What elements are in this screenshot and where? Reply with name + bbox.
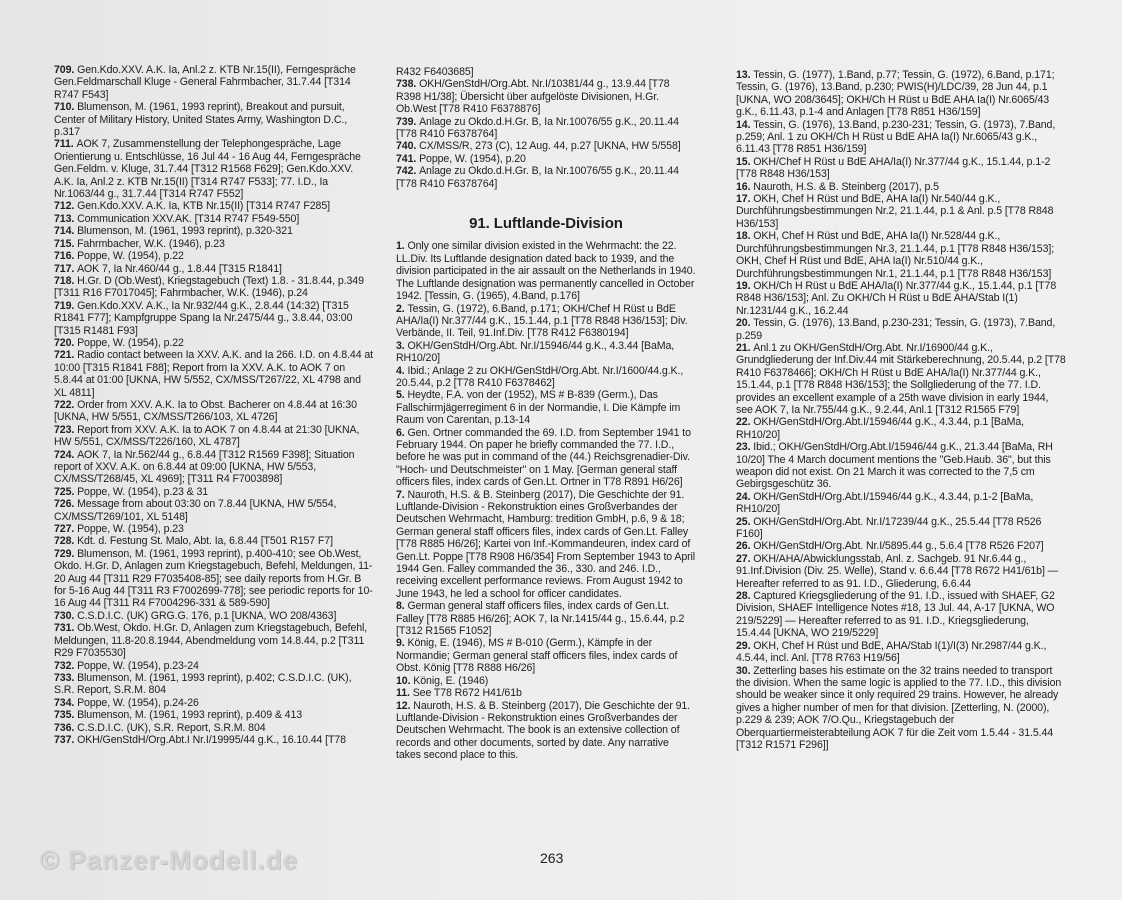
endnote-number: 29. (736, 639, 754, 652)
endnote-number: 731. (54, 622, 78, 635)
notes-section-91 (396, 240, 696, 761)
endnote-number: 27. (736, 552, 754, 565)
endnote-number: 715. (54, 237, 78, 250)
endnote-text: C.S.D.I.C. (UK) GRG.G. 176, p.1 [UKNA, WO 208/4363] (77, 609, 337, 622)
endnote-text: OKH/GenStdH/Org.Abt. Nr.I/5895.44 g., 5.6.4 [T78 R526 F207] (753, 540, 1044, 553)
endnote (54, 213, 374, 225)
endnote (54, 660, 374, 672)
endnote-text: CX/MSS/R, 273 (C), 12 Aug. 44, p.27 [UKNA, HW 5/558] (419, 140, 681, 153)
endnote-text: OKH, Chef H Rüst und BdE, AHA Ia(I) Nr.540/44 g.K., Durchführungsbestimmungen Nr.2, 21.1.44, p.1 & Anl. p.5 [T78 R848 H36/153] (736, 193, 1054, 230)
endnote-text: Zetterling bases his estimate on the 32 trains needed to transport the division. When the same logic is applied to the 77. I.D., this division should be weaker since it only required 29 trains. However, he already gives a higher number of men for that division. [Zetterling, N. (2000), p.229 & 239; AOK 7/O.Qu., Kriegstagebuch der Oberquartiermeisterabteilung AOK 7 für die Zeit vom 1.5.44 - 31.5.44 [T312 R1571 F296]] (736, 664, 1062, 751)
endnote-text: Nauroth, H.S. & B. Steinberg (2017), p.5 (753, 180, 939, 193)
endnote (736, 553, 1066, 590)
endnote (54, 610, 374, 622)
endnote (736, 156, 1066, 181)
endnote (396, 240, 696, 302)
endnote-text: OKH/Chef H Rüst u BdE AHA/Ia(I) Nr.377/44 g.K., 15.1.44, p.1-2 [T78 R848 H36/153] (736, 155, 1051, 181)
endnote-number: 735. (54, 709, 78, 722)
endnote-number: 726. (54, 498, 78, 511)
endnote (396, 303, 696, 340)
endnote (396, 700, 696, 762)
endnote (736, 317, 1066, 342)
endnote-text: König, E. (1946) (413, 674, 489, 687)
endnote-number: 734. (54, 696, 78, 709)
endnote (736, 119, 1066, 156)
endnote (54, 275, 374, 300)
endnote (736, 491, 1066, 516)
endnote (54, 225, 374, 237)
endnote-text: Tessin, G. (1976), 13.Band, p.230-231; Tessin, G. (1973), 7.Band, p.259 (736, 317, 1056, 342)
endnote-number: 8. (396, 600, 408, 613)
endnote-number: 28. (736, 590, 754, 603)
endnote-text: Tessin, G. (1977), 1.Band, p.77; Tessin, G. (1972), 6.Band, p.171; Tessin, G. (1976), 13.Band, p.230; PWIS(H)/LDC/39, 28 Jun 44, p.1 [UKNA, WO 208/3645]; OKH/Ch H Rüst u BdE AHA Ia(I) Nr.6065/43 g.K., 6.11.43, p.1-4 and Anlagen [T78 R851 H36/159] (736, 69, 1055, 119)
endnote-number: 1. (396, 240, 408, 253)
endnote-number: 16. (736, 180, 754, 193)
endnote-text: OKH/GenStdH/Org.Abt. Nr.I/17239/44 g.K., 25.5.44 [T78 R526 F160] (736, 515, 1042, 541)
endnote-text: Gen. Ortner commanded the 69. I.D. from September 1941 to February 1944. On paper he briefly commanded the 77. I.D., before he was put in command of the (44.) Reichsgrenadier-Div. "Hoch- und Deutschmeister" on 1 May. [German general staff officers files, index cards of Gen.Lt. Ortner in T78 R891 H6/26] (396, 426, 691, 489)
endnote-number: 18. (736, 230, 754, 243)
endnote (396, 687, 696, 699)
endnote-number: 26. (736, 540, 754, 553)
endnote-text: Poppe, W. (1954), p.22 (77, 250, 184, 263)
endnote-number: 718. (54, 274, 78, 287)
endnote (54, 64, 374, 101)
endnote (54, 349, 374, 399)
endnote-text: Gen.Kdo.XXV. A.K., Ia Nr.932/44 g.K., 2.8.44 (14:32) [T315 R1841 F77]; Kampfgruppe Spang Ia Nr.2475/44 g., 3.8.44, 03:00 [T315 R1481 F93] (54, 299, 353, 337)
endnote-text: OKH/AHA/Abwicklungsstab, Anl. z. Sachgeb. 91 Nr.6.44 g., 91.Inf.Division (Div. 25. Welle), Stand v. 6.6.44 [T78 R672 H41/61b] — Hereafter referred to as 91. I.D., Gliederung, 6.6.44 (736, 552, 1059, 590)
endnote-number: 22. (736, 416, 754, 429)
endnote-number: 714. (54, 225, 78, 238)
endnote-text: H.Gr. D (Ob.West), Kriegstagebuch (Text) 1.8. - 31.8.44, p.349 [T311 R16 F7017045]; Fahrmbacher, W.K. (1946), p.24 (54, 274, 364, 300)
endnote-text: Tessin, G. (1976), 13.Band, p.230-231; Tessin, G. (1973), 7.Band, p.259; Anl. 1 zu OKH/Ch H Rüst u BdE AHA Ia(I) Nr.6065/43 g.K., 6.11.43 [T78 R851 H36/159] (736, 118, 1056, 156)
endnote (396, 153, 696, 165)
endnote-number: 11. (396, 687, 413, 700)
endnote-text: Anl.1 zu OKH/GenStdH/Org.Abt. Nr.I/16900/44 g.K., Grundgliederung der Inf.Div.44 mit Stärkeberechnung, 20.5.44, p.2 [T78 R410 F6378466]; OKH/Ch H Rüst u BdE AHA/Ia(I) Nr.377/44 g.K., 15.1.44, p.1 [T78 R848 H36/153]; the Sollgliederung of the 77. I.D. provides an excellent example of a 25th wave division in early 1944, see AOK 7, Ia Nr.755/44 g.K., 9.2.44, Anl.1 [T312 R1565 F79] (736, 341, 1066, 416)
endnote (54, 424, 374, 449)
endnote-text: Ibid.; OKH/GenStdH/Org.Abt.I/15946/44 g.K., 21.3.44 [BaMa, RH 10/20] The 4 March document mentions the "Geb.Haub. 36", but this weapon did not exist. On 21 March it was corrected to the 7,5 cm Gebirgsgeschütz 36. (736, 441, 1053, 491)
endnote (396, 78, 696, 115)
endnote (396, 600, 696, 637)
endnote (54, 697, 374, 709)
endnote-text: Blumenson, M. (1961, 1993 reprint), p.400-410; see Ob.West, Okdo. H.Gr. D, Anlagen zum Kriegstagebuch, Befehl, Meldungen, 11-20 Aug 44 [T311 R29 F7035408-85]; see daily reports from H.Gr. B for 5-16 Aug 44 [T311 R3 F7002699-778]; see periodic reports for 10-16 Aug 44 [T311 R4 F7004296-331 & 589-590] (54, 547, 373, 610)
endnote-text: OKH/GenStdH/Org.Abt.I/15946/44 g.K., 4.3.44, p.1 [BaMa, RH10/20] (736, 416, 1024, 441)
endnote-number: 729. (54, 547, 78, 560)
endnote-number: 9. (396, 637, 408, 650)
endnote (736, 342, 1066, 416)
endnote (396, 340, 696, 365)
endnote-text: Order from XXV. A.K. Ia to Obst. Bacherer on 4.8.44 at 16:30 [UKNA, HW 5/551, CX/MSS/T266/103, XL 4726] (54, 398, 357, 424)
endnote-number: 722. (54, 398, 78, 411)
section-heading: 91. Luftlande-Division (469, 215, 623, 233)
endnote (736, 69, 1066, 119)
endnote (736, 280, 1066, 317)
endnote-text: Poppe, W. (1954), p.23-24 (77, 659, 199, 672)
endnote-number: 24. (736, 490, 754, 503)
endnote (54, 548, 374, 610)
endnote-text: Poppe, W. (1954), p.24-26 (77, 696, 199, 709)
endnote-text: Poppe, W. (1954), p.20 (419, 152, 526, 165)
endnote-number: 10. (396, 674, 414, 687)
endnote-number: 721. (54, 349, 78, 362)
endnote-number: 728. (54, 535, 78, 548)
endnote (54, 138, 374, 200)
endnote-number: 716. (54, 250, 78, 263)
notes-column-middle (396, 66, 696, 762)
endnote-text: Blumenson, M. (1961, 1993 reprint), p.409 & 413 (77, 709, 303, 722)
endnote (54, 535, 374, 547)
endnote-number: 733. (54, 671, 78, 684)
endnote (54, 498, 374, 523)
endnote-text: Kdt. d. Festung St. Malo, Abt. Ia, 6.8.44 [T501 R157 F7] (77, 535, 333, 548)
endnote-text: Nauroth, H.S. & B. Steinberg (2017), Die Geschichte der 91. Luftlande-Division - Rekonstruktion eines Großverbandes der Deutschen Wehrmacht. The book is an extensive collection of records and other documents, sorted by date. Any narrative takes second place to this. (396, 699, 691, 762)
endnote-number: 730. (54, 609, 78, 622)
endnote (54, 672, 374, 697)
endnote-number: 14. (736, 118, 754, 131)
endnote-text: Only one similar division existed in the Wehrmacht: the 22. LL.Div. Its Luftlande designation dated back to 1939, and the division participated in the air assault on the Netherlands in 1940. The Luftlande designation was permanently cancelled in October 1942. [Tessin, G. (1965), 4.Band, p.176] (396, 240, 696, 303)
watermark: © Panzer-Modell.de (40, 845, 299, 875)
endnote-text: OKH/GenStdH/Org.Abt. Nr.I/10381/44 g., 13.9.44 [T78 R398 H1/38]; Übersicht über aufgelöste Divisionen, H.Gr. Ob.West [T78 R410 F6378876] (396, 78, 670, 116)
endnote-text: C.S.D.I.C. (UK), S.R. Report, S.R.M. 804 (77, 721, 266, 734)
endnote-number: 3. (396, 339, 408, 352)
endnote-text: Heydte, F.A. von der (1952), MS # B-839 (Germ.), Das Fallschirmjägerregiment 6 in der Normandie, I. Die Kämpfe im Raum von Carentan, p.13-14 (396, 389, 681, 427)
endnote-number: 713. (54, 212, 78, 225)
endnote-text: Blumenson, M. (1961, 1993 reprint), Breakout and pursuit, Center of Military History, United States Army, Washington D.C., p.317 (54, 101, 348, 139)
endnote (54, 449, 374, 486)
endnote-number: 12. (396, 699, 414, 712)
endnote-number: 4. (396, 364, 408, 377)
endnote-text: Ob.West, Okdo. H.Gr. D, Anlagen zum Kriegstagebuch, Befehl, Meldungen, 11.8-20.8.1944, Abendmeldung vom 14.8.44, p.2 [T311 R29 F7035530] (54, 622, 368, 660)
endnote (736, 590, 1066, 640)
endnote-text: German general staff officers files, index cards of Gen.Lt. Falley [T78 R885 H6/26]; AOK 7, Ia Nr.1415/44 g., 15.6.44, p.2 [T312 R1565 F1052] (396, 600, 685, 638)
endnote (736, 181, 1066, 193)
endnote-number: 741. (396, 152, 420, 165)
endnote-number: 20. (736, 317, 754, 330)
endnote-text: OKH/GenStdH/Org.Abt.I/15946/44 g.K., 4.3.44, p.1-2 [BaMa, RH10/20] (736, 490, 1034, 516)
endnote-number: 723. (54, 423, 78, 436)
endnote-number: 727. (54, 523, 78, 536)
endnote (736, 416, 1066, 441)
endnote (396, 489, 696, 601)
endnote-text: OKH/GenStdH/Org.Abt.I Nr.I/19995/44 g.K., 16.10.44 [T78 (77, 733, 346, 746)
endnote-number: 717. (54, 262, 78, 275)
endnote-number: 732. (54, 659, 78, 672)
endnote-text: Report from XXV. A.K. Ia to AOK 7 on 4.8.44 at 21:30 [UKNA, HW 5/551, CX/MSS/T226/160, XL 4787] (54, 423, 360, 449)
endnote (736, 441, 1066, 491)
endnote-text: OKH/GenStdH/Org.Abt. Nr.I/15946/44 g.K., 4.3.44 [BaMa, RH10/20] (396, 339, 675, 365)
endnote-text: AOK 7, Zusammenstellung der Telephongespräche, Lage Orientierung u. Entschlüsse, 16 Jul 44 - 16 Aug 44, Ferngespräche Gen.Feldm. v. Kluge, 31.7.44 [T312 R1568 F629]; Gen.Kdo.XXV. A.K. Ia, Anl.2 z. KTB Nr.15(II) [T314 R747 F533]; 77. I.D., Ia Nr.1063/44 g., 31.7.44 [T314 R747 F552] (54, 138, 361, 201)
endnote: R432 F6403685] (396, 66, 474, 78)
endnote-text: Poppe, W. (1954), p.23 (77, 523, 184, 536)
endnote-number: 742. (396, 165, 420, 178)
endnote-text: Poppe, W. (1954), p.22 (77, 336, 184, 349)
endnote-number: 724. (54, 448, 78, 461)
endnote-number: 6. (396, 426, 408, 439)
endnote (736, 230, 1066, 280)
endnote-text: Blumenson, M. (1961, 1993 reprint), p.320-321 (77, 225, 293, 238)
endnote-number: 710. (54, 101, 78, 114)
endnote (396, 389, 696, 426)
endnote (736, 193, 1066, 230)
endnote-text: Nauroth, H.S. & B. Steinberg (2017), Die Geschichte der 91. Luftlande-Division - Rekonstruktion eines Großverbandes der Deutschen Wehrmacht, Hamburg: tredition GmbH, p.6, 9 & 18; German general staff officers files, index cards of Gen.Lt. Falley [T78 R885 H6/26]; Kartei von Inf.-Kommandeuren, index card of Gen.Lt. Poppe [T78 R908 H6/354] From September 1943 to April 1944 Gen. Falley commanded the 36., 330. and 246. I.D., receiving excellent performance reviews. From August 1942 to June 1943, he led a school for officer candidates. (396, 488, 696, 600)
endnote (54, 337, 374, 349)
endnote-text: Anlage zu Okdo.d.H.Gr. B, Ia Nr.10076/55 g.K., 20.11.44 [T78 R410 F6378764] (396, 165, 679, 190)
endnote (54, 300, 374, 337)
endnote (54, 238, 374, 250)
endnote-number: 725. (54, 485, 78, 498)
endnote (736, 640, 1066, 665)
endnote (54, 523, 374, 535)
endnote-number: 17. (736, 193, 754, 206)
endnote-number: 15. (736, 155, 754, 168)
endnote-number: 709. (54, 64, 78, 76)
endnote (396, 140, 696, 152)
endnote (54, 101, 374, 138)
endnote (54, 263, 374, 275)
endnote (396, 675, 696, 687)
endnote-text: Gen.Kdo.XXV. A.K. Ia, Anl.2 z. KTB Nr.15(II), Ferngespräche Gen.Feldmarschall Kluge - General Fahrmbacher, 31.7.44 [T314 R747 F543] (54, 64, 356, 101)
endnote-text: Communication XXV.AK. [T314 R747 F549-550] (77, 212, 300, 225)
endnote-text: AOK 7, Ia Nr.460/44 g., 1.8.44 [T315 R1841] (77, 262, 282, 275)
endnote-number: 740. (396, 140, 420, 153)
endnote-number: 19. (736, 279, 754, 292)
notes-continued (396, 66, 696, 190)
endnote (736, 665, 1066, 752)
endnote-text: Anlage zu Okdo.d.H.Gr. B, Ia Nr.10076/55 g.K., 20.11.44 [T78 R410 F6378764] (396, 115, 679, 141)
endnote-text: OKH, Chef H Rüst und BdE, AHA Ia(I) Nr.528/44 g.K., Durchführungsbestimmungen Nr.3, 21.1.44, p.1 [T78 R848 H36/153]; OKH, Chef H Rüst und BdE, AHA Ia(I) Nr.510/44 g.K., Durchführungsbestimmungen Nr.1, 21.1.44, p.1 [T78 R848 H36/153] (736, 230, 1055, 280)
endnote-text: Poppe, W. (1954), p.23 & 31 (77, 485, 209, 498)
endnote-text: Captured Kriegsgliederung of the 91. I.D., issued with SHAEF, G2 Division, SHAEF Intelligence Notes #18, 13 Jul. 44, A-17 [UKNA, WO 219/5229] — Hereafter referred to as 91. I.D., Kriegsgliederung, 15.4.44 [UKNA, WO 219/5229] (736, 590, 1055, 640)
notes-column-right (736, 69, 1066, 751)
endnote-number: 21. (736, 341, 754, 354)
endnote (54, 250, 374, 262)
endnote-text: Gen.Kdo.XXV. A.K. Ia, KTB Nr.15(II) [T314 R747 F285] (77, 200, 330, 213)
endnote-text: Message from about 03:30 on 7.8.44 [UKNA, HW 5/554, CX/MSS/T269/101, XL 5148] (54, 498, 337, 523)
endnote (54, 486, 374, 498)
endnote (396, 427, 696, 489)
endnote (54, 709, 374, 721)
endnote-number: 13. (736, 69, 754, 81)
endnote (54, 734, 374, 746)
endnote (396, 165, 696, 190)
endnote-number: 737. (54, 733, 78, 746)
endnote-number: 719. (54, 299, 78, 312)
endnote (54, 399, 374, 424)
notes-column-left (54, 64, 374, 746)
endnote (396, 116, 696, 141)
endnote-number: 23. (736, 441, 754, 454)
endnote (396, 365, 696, 390)
endnote-number: 739. (396, 115, 420, 128)
endnote (736, 540, 1066, 552)
endnote-text: Blumenson, M. (1961, 1993 reprint), p.402; C.S.D.I.C. (UK), S.R. Report, S.R.M. 804 (54, 671, 352, 697)
endnote (54, 200, 374, 212)
endnote-number: 712. (54, 200, 78, 213)
endnote-number: 720. (54, 336, 78, 349)
endnote-number: 30. (736, 664, 754, 677)
endnote-text: AOK 7, Ia Nr.562/44 g., 6.8.44 [T312 R1569 F398]; Situation report of XXV. A.K. on 6.8.44 at 09:00 [UKNA, HW 5/553, CX/MSS/T268/45, XL 4969]; [T311 R4 F7003898] (54, 448, 355, 486)
endnote-text: OKH, Chef H Rüst und BdE, AHA/Stab I(1)/I(3) Nr.2987/44 g.K., 4.5.44, incl. Anl. [T78 R763 H19/56] (736, 639, 1047, 665)
endnote-number: 738. (396, 78, 420, 91)
endnote-number: 2. (396, 302, 408, 315)
endnote-number: 25. (736, 515, 754, 528)
endnote-number: 7. (396, 488, 408, 501)
endnote-text: Tessin, G. (1972), 6.Band, p.171; OKH/Chef H Rüst u BdE AHA/Ia(I) Nr.377/44 g.K., 15.1.44, p.1 [T78 R848 H36/153]; Div. Verbände, II. Teil, 91.Inf.Div. [T78 R412 F6380194] (396, 302, 688, 340)
endnote-text: OKH/Ch H Rüst u BdE AHA/Ia(I) Nr.377/44 g.K., 15.1.44, p.1 [T78 R848 H36/153]; Anl. Zu OKH/Ch H Rüst u BdE AHA/Stab I(1) Nr.1231/44 g.K., 16.2.44 (736, 279, 1057, 317)
endnote (54, 722, 374, 734)
endnote-text: Fahrmbacher, W.K. (1946), p.23 (77, 237, 225, 250)
endnote-text: See T78 R672 H41/61b (412, 687, 522, 700)
endnote-text: König, E. (1946), MS # B-010 (Germ.), Kämpfe in der Normandie; German general staff officers files, index cards of Obst. König [T78 R888 H6/26] (396, 637, 678, 675)
endnote-number: 5. (396, 389, 408, 402)
endnote-number: 736. (54, 721, 78, 734)
endnote-text: Ibid.; Anlage 2 zu OKH/GenStdH/Org.Abt. Nr.I/1600/44.g.K., 20.5.44, p.2 [T78 R410 F6378462] (396, 364, 684, 389)
endnote-number: 711. (54, 138, 77, 151)
endnote (736, 516, 1066, 541)
endnote (54, 622, 374, 659)
endnote (396, 637, 696, 674)
page-number: 263 (540, 850, 564, 866)
endnote-text: Radio contact between Ia XXV. A.K. and Ia 266. I.D. on 4.8.44 at 10:00 [T315 R1841 F88]; Report from Ia XXV. A.K. to AOK 7 on 5.8.44 at 01:00 [UKNA, HW 5/552, CX/MSS/T267/22, XL 4798 and XL 4811] (54, 349, 373, 399)
